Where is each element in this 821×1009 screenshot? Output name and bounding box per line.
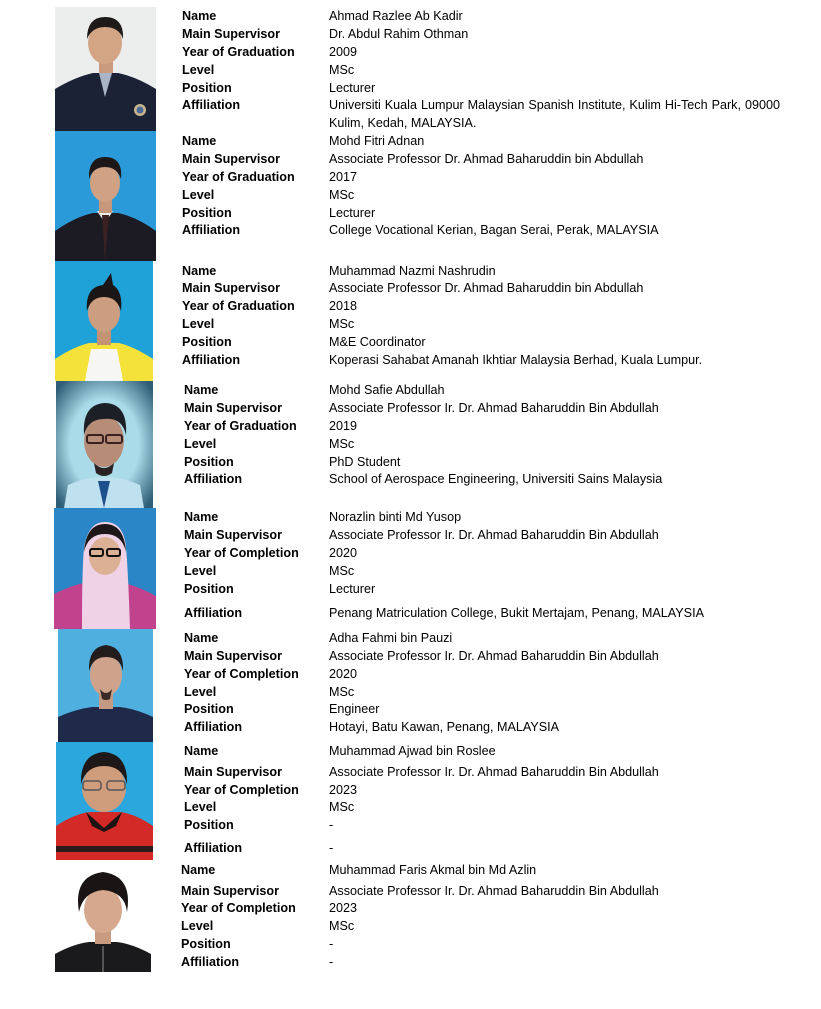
affiliation-value: - <box>329 841 334 855</box>
year-value: 2020 <box>329 546 358 560</box>
position-value: PhD Student <box>329 455 401 469</box>
position-label: Position <box>184 582 234 596</box>
student-name: Muhammad Ajwad bin Roslee <box>329 744 496 758</box>
level-label: Level <box>184 564 217 578</box>
affiliation-value: Penang Matriculation College, Bukit Mertajam, Penang, MALAYSIA <box>329 606 704 620</box>
name-label: Name <box>184 744 219 758</box>
position-label: Position <box>181 937 231 951</box>
name-label: Name <box>184 510 219 524</box>
level-value: MSc <box>329 437 355 451</box>
level-value: MSc <box>329 317 355 331</box>
affiliation-label: Affiliation <box>184 606 243 620</box>
main-supervisor-label: Main Supervisor <box>184 649 282 663</box>
position-label: Position <box>184 818 234 832</box>
main-supervisor-value: Associate Professor Dr. Ahmad Baharuddin bin Abdullah <box>329 281 644 295</box>
main-supervisor-label: Main Supervisor <box>182 152 280 166</box>
name-label: Name <box>182 9 217 23</box>
year-value: 2017 <box>329 170 358 184</box>
student-name: Mohd Safie Abdullah <box>329 383 445 397</box>
affiliation-value: Hotayi, Batu Kawan, Penang, MALAYSIA <box>329 720 560 734</box>
affiliation-label: Affiliation <box>182 223 241 237</box>
position-label: Position <box>184 455 234 469</box>
student-name: Muhammad Faris Akmal bin Md Azlin <box>329 863 537 877</box>
position-label: Position <box>182 335 232 349</box>
year-value: 2018 <box>329 299 358 313</box>
position-value: Engineer <box>329 702 380 716</box>
main-supervisor-label: Main Supervisor <box>181 884 279 898</box>
student-name: Norazlin binti Md Yusop <box>329 510 462 524</box>
affiliation-value: School of Aerospace Engineering, Universiti Sains Malaysia <box>329 472 663 486</box>
main-supervisor-value: Associate Professor Ir. Dr. Ahmad Baharuddin Bin Abdullah <box>329 401 659 415</box>
name-label: Name <box>181 863 216 877</box>
main-supervisor-value: Associate Professor Ir. Dr. Ahmad Baharuddin Bin Abdullah <box>329 528 659 542</box>
main-supervisor-label: Main Supervisor <box>184 401 282 415</box>
name-label: Name <box>184 631 219 645</box>
year-label: Year of Graduation <box>182 170 295 184</box>
year-label: Year of Completion <box>184 546 299 560</box>
position-label: Position <box>182 81 232 95</box>
year-value: 2023 <box>329 783 358 797</box>
level-label: Level <box>181 919 214 933</box>
position-value: - <box>329 818 334 832</box>
student-name: Adha Fahmi bin Pauzi <box>329 631 453 645</box>
main-supervisor-label: Main Supervisor <box>182 281 280 295</box>
year-value: 2023 <box>329 901 358 915</box>
year-label: Year of Completion <box>184 667 299 681</box>
main-supervisor-value: Associate Professor Ir. Dr. Ahmad Baharuddin Bin Abdullah <box>329 765 659 779</box>
level-label: Level <box>182 63 215 77</box>
year-label: Year of Graduation <box>184 419 297 433</box>
level-value: MSc <box>329 685 355 699</box>
affiliation-label: Affiliation <box>182 353 241 367</box>
level-label: Level <box>184 685 217 699</box>
level-value: MSc <box>329 564 355 578</box>
affiliation-value: Universiti Kuala Lumpur Malaysian Spanish Institute, Kulim Hi-Tech Park, 09000 Kulim, Kedah, MALAYSIA. <box>329 98 780 130</box>
level-value: MSc <box>329 188 355 202</box>
level-value: MSc <box>329 800 355 814</box>
position-label: Position <box>182 206 232 220</box>
year-label: Year of Completion <box>184 783 299 797</box>
affiliation-label: Affiliation <box>184 472 243 486</box>
student-name: Ahmad Razlee Ab Kadir <box>329 9 463 23</box>
main-supervisor-value: Associate Professor Ir. Dr. Ahmad Baharuddin Bin Abdullah <box>329 649 659 663</box>
position-label: Position <box>184 702 234 716</box>
year-value: 2009 <box>329 45 358 59</box>
student-name: Mohd Fitri Adnan <box>329 134 425 148</box>
main-supervisor-value: Associate Professor Dr. Ahmad Baharuddin bin Abdullah <box>329 152 644 166</box>
position-value: M&E Coordinator <box>329 335 426 349</box>
affiliation-label: Affiliation <box>181 955 240 969</box>
affiliation-label: Affiliation <box>184 841 243 855</box>
main-supervisor-value: Associate Professor Ir. Dr. Ahmad Baharuddin Bin Abdullah <box>329 884 659 898</box>
position-value: Lecturer <box>329 81 376 95</box>
name-label: Name <box>184 383 219 397</box>
position-value: Lecturer <box>329 206 376 220</box>
year-value: 2020 <box>329 667 358 681</box>
level-value: MSc <box>329 63 355 77</box>
year-label: Year of Completion <box>181 901 296 915</box>
year-label: Year of Graduation <box>182 45 295 59</box>
position-value: Lecturer <box>329 582 376 596</box>
level-label: Level <box>182 317 215 331</box>
main-supervisor-value: Dr. Abdul Rahim Othman <box>329 27 469 41</box>
level-label: Level <box>182 188 215 202</box>
affiliation-label: Affiliation <box>184 720 243 734</box>
level-label: Level <box>184 437 217 451</box>
level-label: Level <box>184 800 217 814</box>
main-supervisor-label: Main Supervisor <box>182 27 280 41</box>
affiliation-value: College Vocational Kerian, Bagan Serai, Perak, MALAYSIA <box>329 223 659 237</box>
main-supervisor-label: Main Supervisor <box>184 528 282 542</box>
affiliation-label: Affiliation <box>182 98 241 112</box>
student-name: Muhammad Nazmi Nashrudin <box>329 264 496 278</box>
year-label: Year of Graduation <box>182 299 295 313</box>
main-supervisor-label: Main Supervisor <box>184 765 282 779</box>
affiliation-value: Koperasi Sahabat Amanah Ikhtiar Malaysia Berhad, Kuala Lumpur. <box>329 353 703 367</box>
name-label: Name <box>182 134 217 148</box>
affiliation-value: - <box>329 955 334 969</box>
name-label: Name <box>182 264 217 278</box>
year-value: 2019 <box>329 419 358 433</box>
position-value: - <box>329 937 334 951</box>
level-value: MSc <box>329 919 355 933</box>
